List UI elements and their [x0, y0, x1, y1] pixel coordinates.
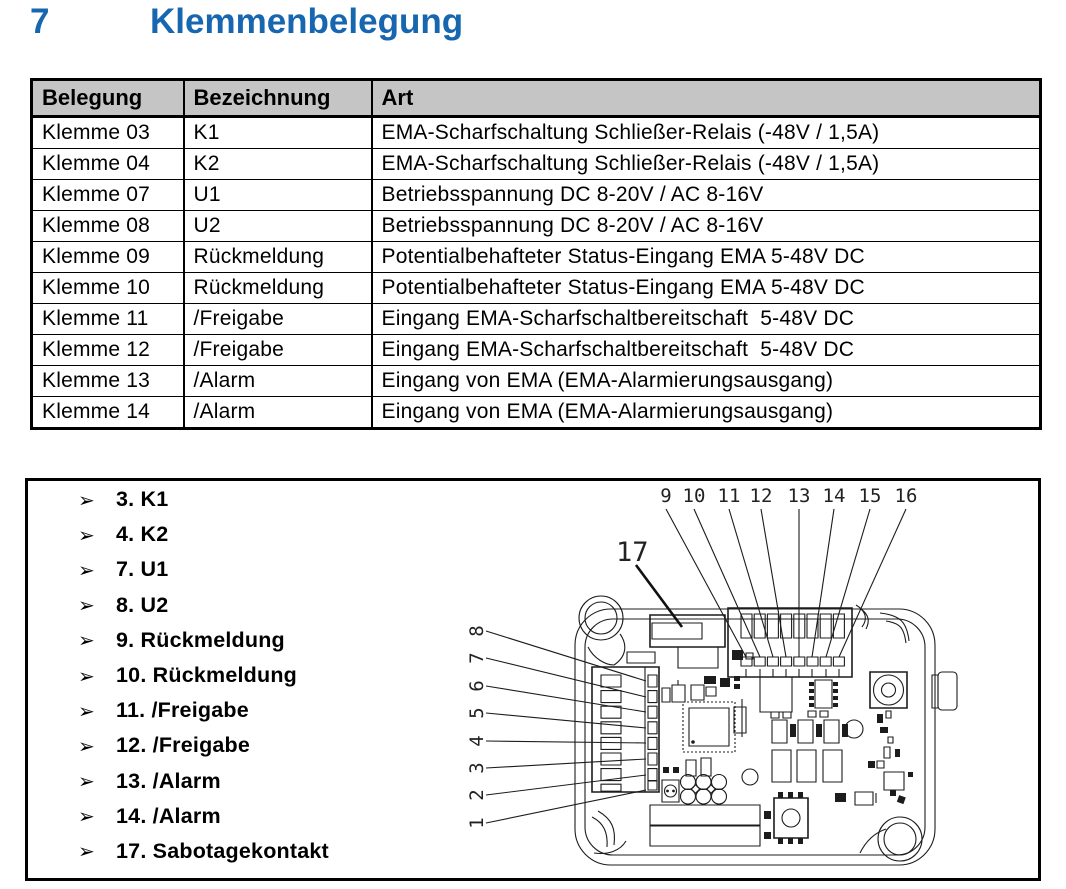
- table-row: [32, 180, 1041, 211]
- cell-belegung: Klemme 07: [32, 180, 184, 211]
- arrow-bullet-icon: ➢: [78, 733, 95, 758]
- table-row: [32, 335, 1041, 366]
- leader-lines-left: [486, 631, 646, 823]
- cell-bezeichnung: Rückmeldung: [184, 273, 372, 304]
- cell-art: Eingang von EMA (EMA-Alarmierungsausgang): [372, 397, 1041, 429]
- arrow-bullet-icon: ➢: [78, 839, 95, 864]
- legend-item: ➢ 10. Rückmeldung: [78, 663, 298, 688]
- side-connector: [932, 672, 957, 710]
- cell-art: Potentialbehafteter Status-Eingang EMA 5-48V DC: [372, 273, 1041, 304]
- arrow-bullet-icon: ➢: [78, 769, 95, 794]
- smd-components: [662, 650, 913, 805]
- cell-art: Eingang von EMA (EMA-Alarmierungsausgang): [372, 366, 1041, 397]
- table-row: [32, 273, 1041, 304]
- legend-item: ➢ 14. /Alarm: [78, 803, 221, 829]
- table-header-row: [32, 80, 1041, 117]
- column-header-bezeichnung: Bezeichnung: [184, 80, 372, 117]
- arrow-bullet-icon: ➢: [78, 557, 95, 582]
- pcb-board-outline: [575, 609, 935, 865]
- corner-bottom-left: [592, 811, 626, 854]
- column-header-belegung: Belegung: [32, 80, 184, 117]
- callout-17: [616, 537, 682, 627]
- cell-bezeichnung: K2: [184, 149, 372, 180]
- legend-item: ➢ 9. Rückmeldung: [78, 627, 285, 653]
- pin-label: 13: [787, 485, 811, 507]
- table-row: [32, 366, 1041, 397]
- section-title: Klemmenbelegung: [150, 2, 464, 41]
- pin-labels-top: [660, 485, 917, 507]
- legend-item: ➢ 17. Sabotagekontakt: [78, 838, 329, 864]
- cell-belegung: Klemme 12: [32, 335, 184, 366]
- column-header-art: Art: [372, 80, 1041, 117]
- cell-bezeichnung: /Freigabe: [184, 304, 372, 335]
- pin-label: 3: [466, 762, 488, 774]
- callout-17-label: 17: [616, 537, 649, 568]
- cell-belegung: Klemme 03: [32, 117, 184, 149]
- mcu-chip: [683, 702, 735, 752]
- potentiometer: [870, 672, 907, 708]
- pin-label: 2: [466, 789, 488, 801]
- legend-item: ➢ 3. K1: [78, 487, 169, 512]
- tamper-contact: [650, 615, 725, 647]
- component-below-tamper: [627, 647, 718, 668]
- cell-bezeichnung: U2: [184, 211, 372, 242]
- terminal-block-top: [728, 608, 852, 677]
- cell-bezeichnung: U1: [184, 180, 372, 211]
- cell-bezeichnung: K1: [184, 117, 372, 149]
- cell-art: Betriebsspannung DC 8-20V / AC 8-16V: [372, 180, 1041, 211]
- pin-label: 7: [466, 652, 488, 664]
- section-number: 7: [30, 2, 50, 41]
- cell-belegung: Klemme 14: [32, 397, 184, 429]
- mounting-hole-bottom-right: [860, 817, 922, 861]
- corner-top-right: [856, 605, 909, 643]
- arrow-bullet-icon: ➢: [78, 804, 95, 829]
- pushbutton: [774, 792, 808, 844]
- table-row: [32, 149, 1041, 180]
- cell-bezeichnung: /Freigabe: [184, 335, 372, 366]
- mounting-hole-top-left: [579, 596, 625, 665]
- pcb-diagram: [28, 481, 1038, 878]
- table-row: [32, 304, 1041, 335]
- cell-belegung: Klemme 09: [32, 242, 184, 273]
- cell-art: Eingang EMA-Scharfschaltbereitschaft 5-48V DC: [372, 335, 1041, 366]
- cell-bezeichnung: /Alarm: [184, 397, 372, 429]
- arrow-bullet-icon: ➢: [78, 698, 95, 723]
- cell-art: Eingang EMA-Scharfschaltbereitschaft 5-48V DC: [372, 304, 1041, 335]
- cell-art: EMA-Scharfschaltung Schließer-Relais (-48V / 1,5A): [372, 149, 1041, 180]
- legend-item: ➢ 7. U1: [78, 557, 169, 582]
- legend-item: ➢ 8. U2: [78, 592, 169, 618]
- cell-art: EMA-Scharfschaltung Schließer-Relais (-48V / 1,5A): [372, 117, 1041, 149]
- arrow-bullet-icon: ➢: [78, 628, 95, 653]
- pin-label: 6: [466, 680, 488, 692]
- arrow-bullet-icon: ➢: [78, 593, 95, 618]
- pin-labels-left: [466, 625, 488, 828]
- cell-belegung: Klemme 13: [32, 366, 184, 397]
- cell-art: Potentialbehafteter Status-Eingang EMA 5-48V DC: [372, 242, 1041, 273]
- cell-art: Betriebsspannung DC 8-20V / AC 8-16V: [372, 211, 1041, 242]
- pin-label: 16: [894, 485, 918, 507]
- cell-bezeichnung: /Alarm: [184, 366, 372, 397]
- legend-item: ➢ 12. /Freigabe: [78, 733, 251, 758]
- terminal-assignment-table: [30, 78, 1042, 430]
- pin-label: 10: [682, 485, 706, 507]
- cell-bezeichnung: Rückmeldung: [184, 242, 372, 273]
- pin-label: 12: [749, 485, 773, 507]
- pin-label: 8: [466, 625, 488, 637]
- cell-belegung: Klemme 10: [32, 273, 184, 304]
- arrow-bullet-icon: ➢: [78, 663, 95, 688]
- table-row: [32, 242, 1041, 273]
- pin-label: 15: [858, 485, 882, 507]
- cell-belegung: Klemme 11: [32, 304, 184, 335]
- pin-label: 1: [466, 817, 488, 829]
- legend-item: ➢ 13. /Alarm: [78, 768, 221, 794]
- section-heading: [0, 2, 1066, 50]
- pin-label: 14: [822, 485, 846, 507]
- arrow-bullet-icon: ➢: [78, 487, 95, 512]
- table-row: [32, 211, 1041, 242]
- pin-label: 4: [466, 735, 488, 747]
- legend-item: ➢ 4. K2: [78, 522, 169, 547]
- table-row: [32, 397, 1041, 429]
- legend-item: ➢ 11. /Freigabe: [78, 698, 249, 723]
- arrow-bullet-icon: ➢: [78, 522, 95, 547]
- pin-label: 9: [660, 485, 672, 507]
- cell-belegung: Klemme 08: [32, 211, 184, 242]
- figure-box: [25, 478, 1041, 881]
- pin-label: 5: [466, 707, 488, 719]
- pin-label: 11: [717, 485, 741, 507]
- table-row: [32, 117, 1041, 149]
- bottom-left-components: [650, 758, 771, 846]
- cell-belegung: Klemme 04: [32, 149, 184, 180]
